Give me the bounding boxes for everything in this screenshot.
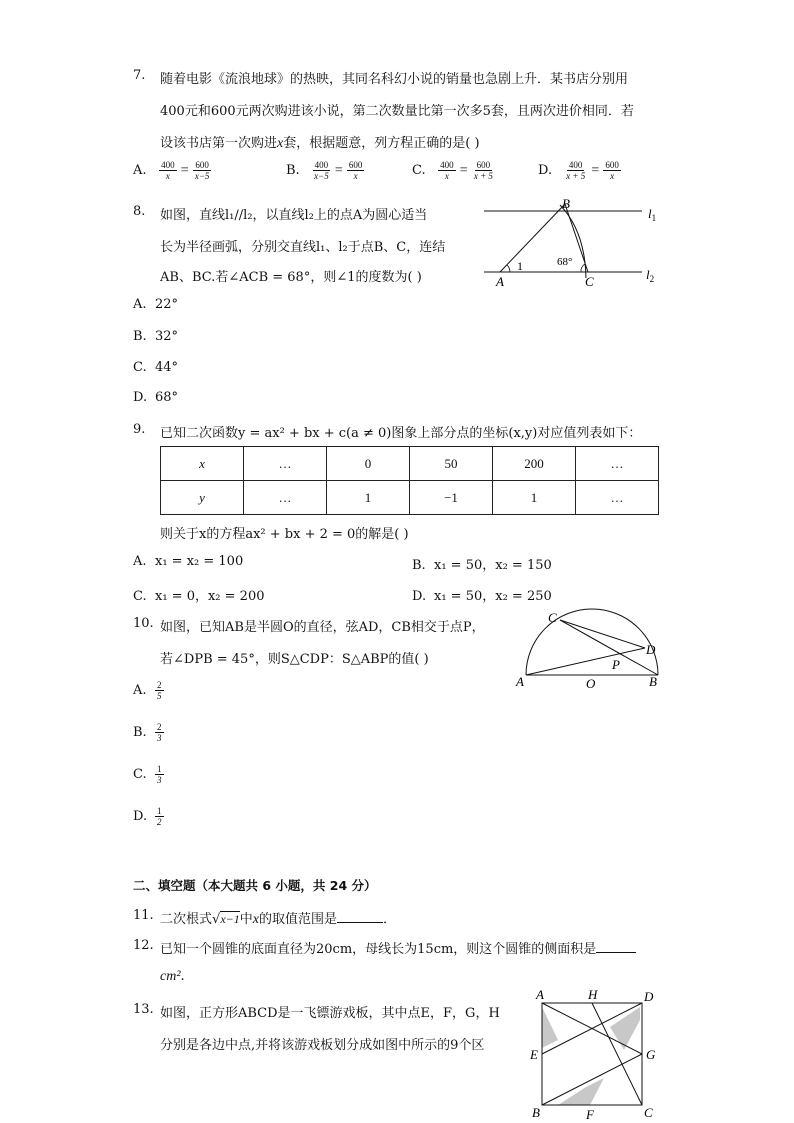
q10-option-a[interactable]: A. $\frac{2}{5}$ — [133, 680, 162, 701]
q7c-right-num: 600 — [476, 160, 491, 170]
answer-blank[interactable] — [596, 940, 636, 953]
label-g: G — [646, 1047, 656, 1062]
table-cell: … — [576, 481, 659, 515]
q8-number: 8. — [133, 204, 146, 219]
label-b: B — [562, 196, 570, 211]
label-c: C — [585, 274, 594, 289]
table-cell: −1 — [410, 481, 493, 515]
label-e: E — [530, 1047, 538, 1062]
q7-option-a-label: A. — [133, 163, 147, 178]
shaded-region-top-right — [610, 1007, 640, 1050]
label-a: A — [536, 988, 544, 1002]
q7b-left-num: 400 — [314, 160, 329, 170]
table-cell: … — [576, 447, 659, 481]
q7-option-b[interactable]: B. $\frac{400}{x-5}$ = $\frac{600}{x}$ — [286, 160, 363, 181]
radical-sign: √ — [212, 912, 221, 927]
q7b-left-den: x−5 — [314, 171, 329, 181]
table-cell: 200 — [493, 447, 576, 481]
table-cell: … — [244, 481, 327, 515]
q13-number: 13. — [133, 1002, 154, 1017]
q10-number: 10. — [133, 616, 154, 631]
q9-option-d[interactable]: D. x₁ = 50，x₂ = 250 — [412, 589, 552, 604]
label-p: P — [612, 657, 620, 672]
q9-line1: 已知二次函数y = ax² + bx + c(a ≠ 0)图象上部分点的坐标(x,y)对应值列表如下： — [160, 426, 642, 441]
shaded-region-bottom-2 — [558, 1078, 604, 1105]
q8-option-a[interactable]: A. 22° — [133, 297, 179, 312]
q7-number: 7. — [133, 68, 146, 83]
q7d-left-den: x + 5 — [566, 171, 586, 181]
table-row — [161, 447, 659, 481]
q7-line3-var: x — [277, 136, 284, 151]
q8-option-d[interactable]: D. 68° — [133, 390, 179, 405]
segment-ab — [500, 204, 565, 272]
q10-option-c[interactable]: C. $\frac{1}{3}$ — [133, 764, 162, 785]
q13-line1: 如图，正方形ABCD是一飞镖游戏板，其中点E，F，G，H — [160, 1006, 500, 1021]
q11-number: 11. — [133, 908, 154, 923]
q10-figure — [512, 606, 672, 692]
q7a-left-num: 400 — [161, 160, 175, 170]
q7-line3-b: 套，根据题意，列方程正确的是( ) — [283, 136, 480, 151]
table-cell: 1 — [493, 481, 576, 515]
q7a-right-den: x−5 — [194, 171, 210, 181]
q12-line1: 已知一个圆锥的底面直径为20cm，母线长为15cm，则这个圆锥的侧面积是 — [160, 938, 636, 957]
q7-line3 — [160, 132, 480, 152]
q7d-right-num: 600 — [605, 160, 619, 170]
q9-option-a[interactable]: A. x₁ = x₂ = 100 — [133, 554, 244, 569]
q7d-right-den: x — [610, 171, 615, 181]
q10-line1: 如图，已知AB是半圆O的直径，弦AD，CB相交于点P， — [160, 620, 485, 635]
label-b: B — [532, 1105, 540, 1120]
q7-option-d-label: D. — [538, 163, 553, 178]
label-d: D — [646, 642, 656, 657]
q13-figure — [528, 988, 664, 1123]
q7-option-c-label: C. — [412, 163, 426, 178]
q9-option-c[interactable]: C. x₁ = 0，x₂ = 200 — [133, 589, 265, 604]
q7-line1: 随着电影《流浪地球》的热映，其同名科幻小说的销量也急剧上升．某书店分别用 — [160, 72, 629, 87]
table-row — [161, 481, 659, 515]
label-c: C — [644, 1105, 653, 1120]
answer-blank[interactable] — [337, 910, 383, 923]
table-cell: x — [161, 447, 244, 481]
q7-option-d[interactable]: D. $\frac{400}{x + 5}$ = $\frac{600}{x}$ — [538, 160, 619, 181]
q10-option-d[interactable]: D. $\frac{1}{2}$ — [133, 806, 162, 827]
q7-option-b-label: B. — [286, 163, 300, 178]
label-c: C — [548, 610, 557, 625]
angle-1-arc — [507, 265, 510, 272]
q8-option-c[interactable]: C. 44° — [133, 360, 179, 375]
q7c-left-num: 400 — [440, 160, 454, 170]
q9-line2: 则关于x的方程ax² + bx + 2 = 0的解是( ) — [160, 527, 409, 542]
q7b-right-num: 600 — [348, 160, 363, 170]
angle-68-arc — [581, 264, 585, 272]
q13-line2: 分别是各边中点,并将该游戏板划分成如图中所示的9个区 — [160, 1038, 485, 1053]
label-l1: $l_1$ — [648, 206, 657, 223]
label-h: H — [588, 988, 598, 1002]
q7b-right-den: x — [353, 171, 358, 181]
q10-line2: 若∠DPB = 45°，则S△CDP：S△ABP的值( ) — [160, 652, 429, 667]
q7-option-c[interactable]: C. $\frac{400}{x}$ = $\frac{600}{x + 5}$ — [412, 160, 493, 181]
q7c-right-den: x + 5 — [473, 171, 493, 181]
q10-option-b[interactable]: B. $\frac{2}{3}$ — [133, 722, 162, 743]
semicircle-arc — [526, 609, 658, 675]
table-cell: 50 — [410, 447, 493, 481]
q9-option-b[interactable]: B. x₁ = 50，x₂ = 150 — [412, 558, 552, 573]
label-a: A — [516, 674, 524, 689]
q7-line3-a: 设该书店第一次购进 — [160, 136, 278, 151]
section-title: 二、填空题（本大题共 6 小题，共 24 分） — [133, 878, 377, 893]
q9-value-table — [160, 446, 659, 515]
q7c-left-den: x — [444, 171, 449, 181]
table-cell: y — [161, 481, 244, 515]
q8-option-b[interactable]: B. 32° — [133, 329, 179, 344]
q8-line1: 如图，直线l₁//l₂，以直线l₂上的点A为圆心适当 — [160, 208, 428, 223]
q12-line2: cm². — [160, 969, 185, 984]
q8-line2: 长为半径画弧，分别交直线l₁、l₂于点B、C，连结 — [160, 240, 446, 255]
q7a-left-den: x — [165, 171, 170, 181]
label-l2: $l_2$ — [646, 267, 655, 284]
label-o: O — [586, 676, 596, 691]
q8-figure — [480, 196, 670, 290]
label-angle-1: 1 — [517, 259, 523, 273]
q7-line2: 400元和600元两次购进该小说，第二次数量比第一次多5套，且两次进价相同．若 — [160, 104, 634, 119]
q7a-right-num: 600 — [195, 160, 209, 170]
label-f: F — [586, 1107, 594, 1122]
table-cell: 0 — [327, 447, 410, 481]
label-a: A — [496, 274, 504, 289]
shaded-region-left — [542, 1007, 558, 1048]
label-b: B — [649, 674, 657, 689]
q9-number: 9. — [133, 422, 146, 437]
q8-line3: AB、BC.若∠ACB = 68°，则∠1的度数为( ) — [160, 270, 422, 285]
label-angle-68: 68° — [557, 256, 573, 268]
q12-number: 12. — [133, 938, 154, 953]
q7-option-a[interactable]: A. $\frac{400}{x}$ = $\frac{600}{x-5}$ — [133, 160, 210, 181]
q11-line: 二次根式√x−1中x的取值范围是 ． — [160, 912, 397, 927]
chord-ad — [526, 648, 645, 675]
table-cell: 1 — [327, 481, 410, 515]
q7d-left-num: 400 — [568, 160, 583, 170]
radicand: x−1 — [220, 912, 240, 926]
label-d: D — [644, 989, 654, 1004]
table-cell: … — [244, 447, 327, 481]
